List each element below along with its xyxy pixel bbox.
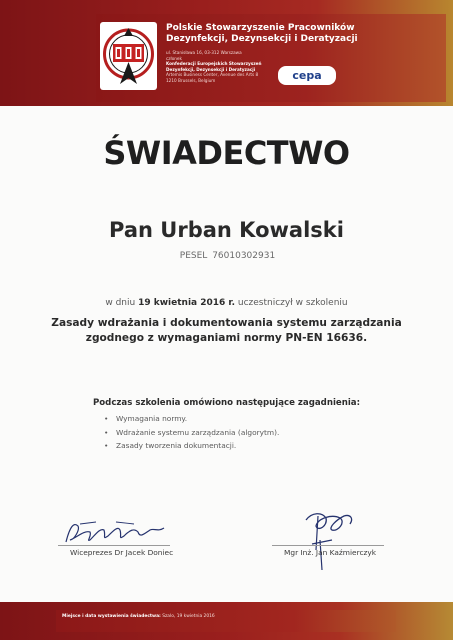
confederation-address1: Artemis Business Center, Avenue des Arts 8 xyxy=(166,72,259,78)
right-signature-image xyxy=(288,506,364,578)
confederation-line2: Dezynfekcji, Dezynsekcji i Deratyzacji xyxy=(166,66,256,72)
org-name-line1: Polskie Stowarzyszenie Pracowników xyxy=(166,23,355,33)
statement-pre: w dniu xyxy=(105,298,136,308)
course-title xyxy=(40,316,413,346)
topics-list xyxy=(104,412,364,453)
right-signatory: Mgr Inż. Jan Kaźmierczyk xyxy=(284,548,377,557)
certificate-title: ŚWIADECTWO xyxy=(103,134,350,172)
right-signature-line xyxy=(272,545,384,546)
left-signatory: Wiceprezes Dr Jacek Doniec xyxy=(70,548,174,557)
issue-place-date xyxy=(62,614,215,619)
issue-value: Szalo, 19 kwietnia 2016 xyxy=(162,614,215,619)
pesel-line xyxy=(0,251,453,261)
organization-details xyxy=(166,50,286,84)
list-item: • Wymagania normy. xyxy=(104,414,188,423)
topic-text: Zasady tworzenia dokumentacji. xyxy=(116,441,237,450)
left-signature-image xyxy=(60,516,170,548)
header-band xyxy=(0,0,453,106)
confederation-address2: 1210 Brussels, Belgium xyxy=(166,77,216,83)
footer-band xyxy=(0,602,453,640)
list-item: • Zasady tworzenia dokumentacji. xyxy=(104,441,237,450)
issue-label: Miejsce i data wystawienia świadectwa: xyxy=(62,614,161,619)
topics-heading: Podczas szkolenia omówiono następujące zagadnienia: xyxy=(92,398,361,408)
topic-text: Wymagania normy. xyxy=(116,414,188,423)
ppdd-emblem-icon xyxy=(100,22,157,90)
pesel-value: 76010302931 xyxy=(212,251,276,261)
course-title-line1: Zasady wdrażania i dokumentowania systemu zarządzania xyxy=(51,317,402,329)
org-name-line2: Dezynfekcji, Dezynsekcji i Deratyzacji xyxy=(166,34,358,44)
recipient-name: Pan Urban Kowalski xyxy=(109,218,344,242)
course-title-line2: zgodnego z wymaganiami normy PN-EN 16636. xyxy=(85,332,368,344)
list-item: • Wdrażanie systemu zarządzania (algorytm). xyxy=(104,427,280,437)
left-signature-line xyxy=(58,545,170,546)
participation-statement xyxy=(0,298,453,308)
organization-name xyxy=(166,23,446,45)
statement-post: uczestniczył w szkoleniu xyxy=(237,298,348,308)
member-label: członek xyxy=(166,55,182,61)
statement-date: 19 kwietnia 2016 r. xyxy=(138,298,235,308)
topic-text: Wdrażanie systemu zarządzania (algorytm). xyxy=(116,427,280,437)
confederation-line1: Konfederacji Europejskich Stowarzyszeń xyxy=(166,61,262,67)
cepa-logo: cepa xyxy=(278,66,336,85)
pesel-label: PESEL xyxy=(179,251,208,261)
org-address: ul. Stanisława 16, 03-312 Warszawa xyxy=(166,50,242,55)
